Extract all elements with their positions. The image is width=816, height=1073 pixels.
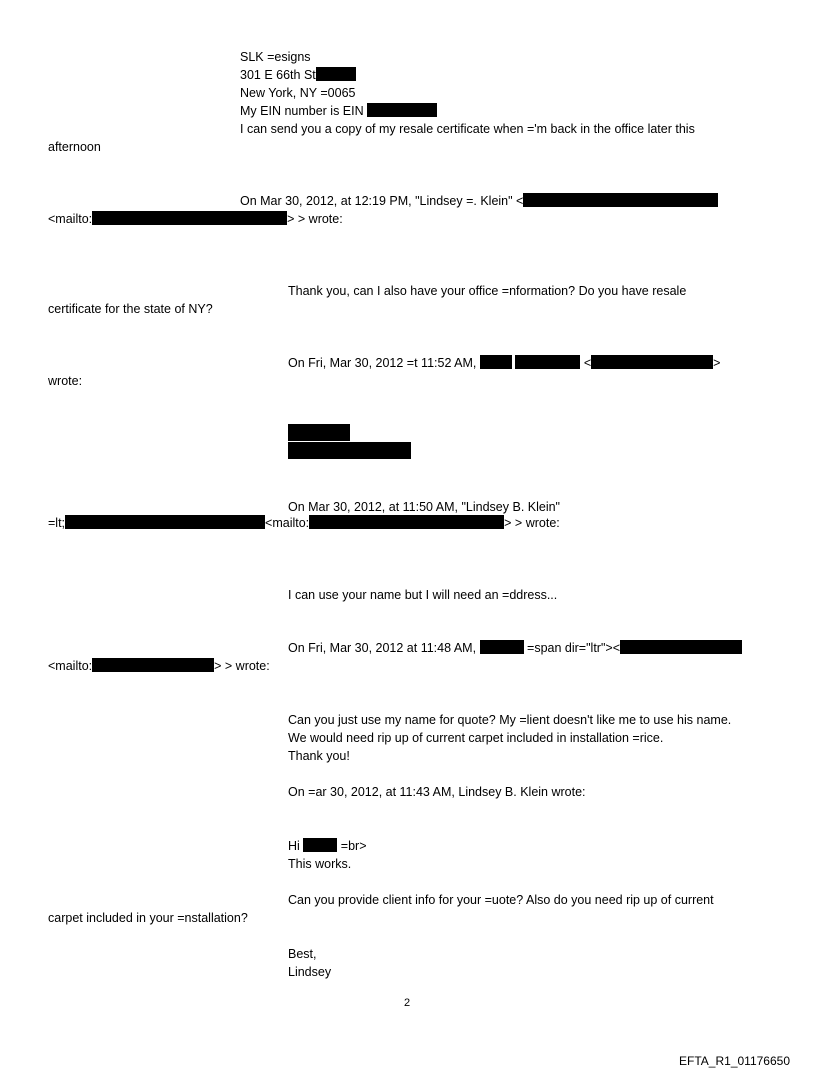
reply3-wrote: > > wrote:: [504, 516, 560, 530]
redaction-block: [65, 515, 265, 529]
redaction-block: [480, 640, 524, 654]
address-line-1: SLK =esigns: [240, 50, 311, 64]
redaction-block: [515, 355, 580, 369]
reply2-gt: >: [713, 356, 721, 370]
reply2-text: On Fri, Mar 30, 2012 =t 11:52 AM,: [288, 356, 477, 370]
reply1-mailto-line: [48, 211, 343, 227]
quote-line-2: We would need rip up of current carpet included in installation =rice.: [288, 731, 664, 745]
reply4-mailto: <mailto:: [48, 659, 93, 673]
ein-text: My EIN number is EIN: [240, 104, 364, 118]
reply4-mailto-line: [48, 658, 270, 674]
page-number: 2: [404, 997, 411, 1009]
thanks-line-2: certificate for the state of NY?: [48, 302, 213, 316]
address-need-line: I can use your name but I will need an =ddress...: [288, 588, 558, 602]
greeting-hi: Hi: [288, 839, 300, 853]
quote-line-1: Can you just use my name for quote? My =lient doesn't like me to use his name.: [288, 713, 732, 727]
reply5-header: On =ar 30, 2012, at 11:43 AM, Lindsey B. Klein wrote:: [288, 785, 586, 799]
reply2-lt: <: [583, 356, 592, 370]
reply3-mailto-line: [48, 515, 560, 531]
redaction-block: [303, 838, 337, 852]
this-works-line: This works.: [288, 857, 352, 871]
greeting-br: =br>: [340, 839, 367, 853]
redaction-block: [480, 355, 512, 369]
redaction-block: [288, 442, 411, 459]
redaction-block: [309, 515, 504, 529]
reply1-text: On Mar 30, 2012, at 12:19 PM, "Lindsey =. Klein" <: [240, 194, 524, 208]
reply1-wrote: > > wrote:: [287, 212, 343, 226]
thanks-line-1: Thank you, can I also have your office =nformation? Do you have resale: [288, 284, 687, 298]
greeting-line: [288, 838, 367, 854]
reply3-header: On Mar 30, 2012, at 11:50 AM, "Lindsey B. Klein": [288, 500, 560, 514]
reply4-header: [288, 640, 742, 656]
reply4-wrote: > > wrote:: [214, 659, 270, 673]
redaction-block: [316, 67, 356, 81]
signature-name: Lindsey: [288, 965, 332, 979]
reply1-mailto: <mailto:: [48, 212, 93, 226]
address-street: 301 E 66th St: [240, 68, 316, 82]
reply2-header: [288, 355, 720, 371]
resale-line-2: afternoon: [48, 140, 101, 154]
redaction-block: [620, 640, 742, 654]
redaction-block: [591, 355, 713, 369]
ein-line: [240, 103, 437, 119]
reply4-text: On Fri, Mar 30, 2012 at 11:48 AM,: [288, 641, 477, 655]
reply3-lt: =lt;: [48, 516, 66, 530]
reply2-wrote: wrote:: [48, 374, 83, 388]
document-id: EFTA_R1_01176650: [679, 1054, 790, 1068]
reply4-span: =span dir="ltr"><: [527, 641, 620, 655]
redaction-block: [523, 193, 718, 207]
reply3-mailto: <mailto:: [265, 516, 310, 530]
reply1-header: [240, 193, 718, 209]
address-line-2: [240, 67, 356, 83]
provide-line-1: Can you provide client info for your =uote? Also do you need rip up of current: [288, 893, 714, 907]
provide-line-2: carpet included in your =nstallation?: [48, 911, 248, 925]
quote-line-3: Thank you!: [288, 749, 350, 763]
redaction-block: [92, 658, 214, 672]
address-line-3: New York, NY =0065: [240, 86, 356, 100]
resale-line-1: I can send you a copy of my resale certificate when ='m back in the office later this: [240, 122, 695, 136]
redaction-block: [288, 424, 350, 441]
redaction-block: [367, 103, 437, 117]
sign-off: Best,: [288, 947, 317, 961]
redaction-block: [92, 211, 287, 225]
